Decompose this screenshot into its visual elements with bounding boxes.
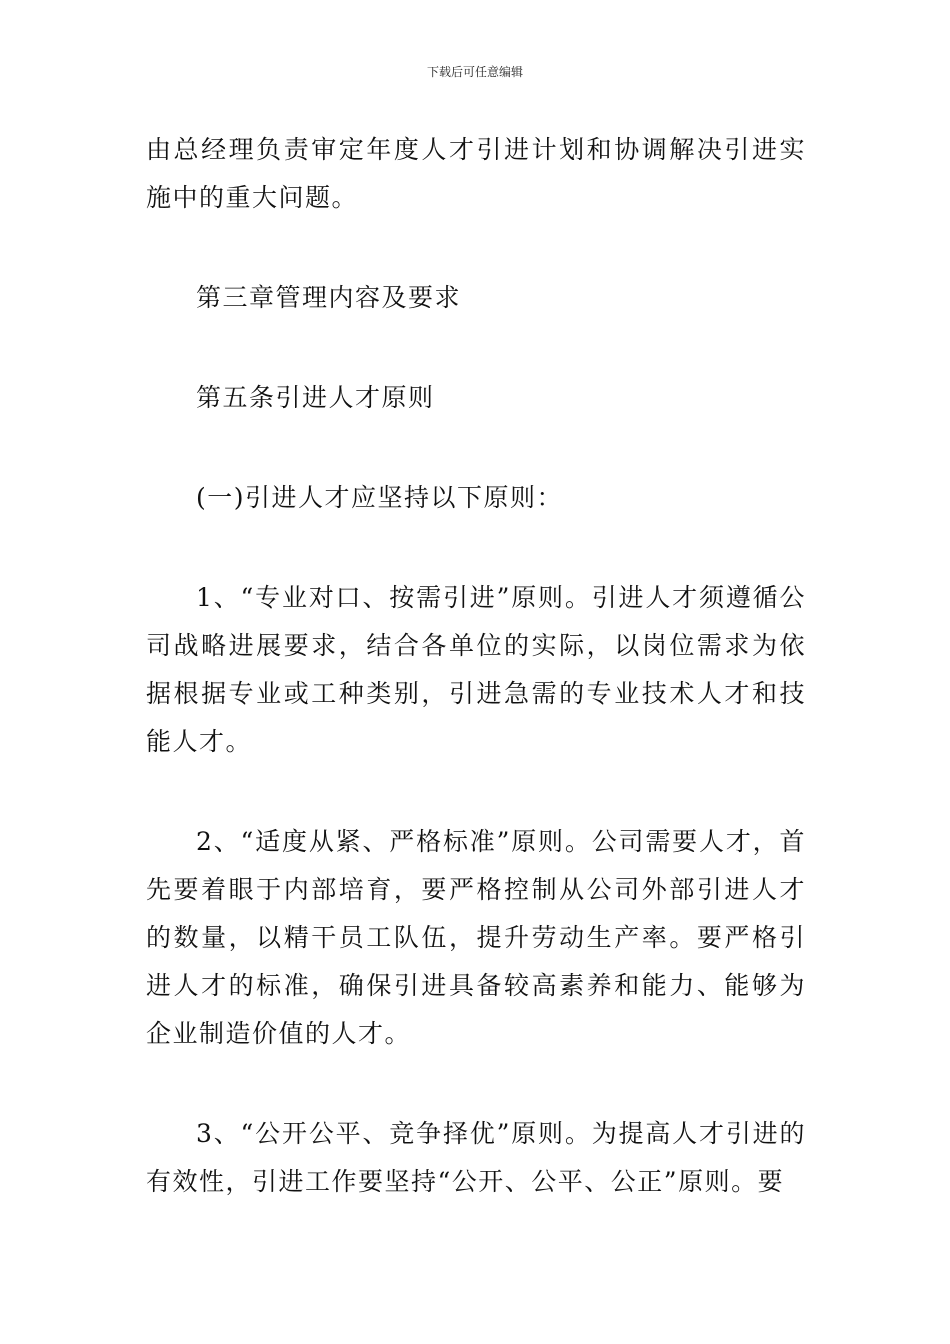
principle-1: 1、“专业对口、按需引进”原则。引进人才须遵循公司战略进展要求，结合各单位的实际，以岗位需求为依据根据专业或工种类别，引进急需的专业技术人才和技能人才。 (146, 583, 806, 756)
paragraph-intro: 由总经理负责审定年度人才引进计划和协调解决引进实施中的重大问题。 (146, 135, 806, 212)
article-heading: 第五条引进人才原则 (196, 383, 435, 412)
principle-3: 3、“公开公平、竞争择优”原则。为提高人才引进的有效性，引进工作要坚持“公开、公平、公正”原则。要 (146, 1119, 806, 1196)
chapter-heading: 第三章管理内容及要求 (196, 283, 462, 312)
principles-intro: (一)引进人才应坚持以下原则： (196, 483, 564, 512)
principle-2: 2、“适度从紧、严格标准”原则。公司需要人才，首先要着眼于内部培育，要严格控制从公司外部引进人才的数量，以精干员工队伍，提升劳动生产率。要严格引进人才的标准，确保引进具备较高素养和能力、能够为企业制造价值的人才。 (146, 827, 806, 1048)
page-header: 下载后可任意编辑 (426, 65, 523, 79)
document-body (146, 126, 806, 1206)
